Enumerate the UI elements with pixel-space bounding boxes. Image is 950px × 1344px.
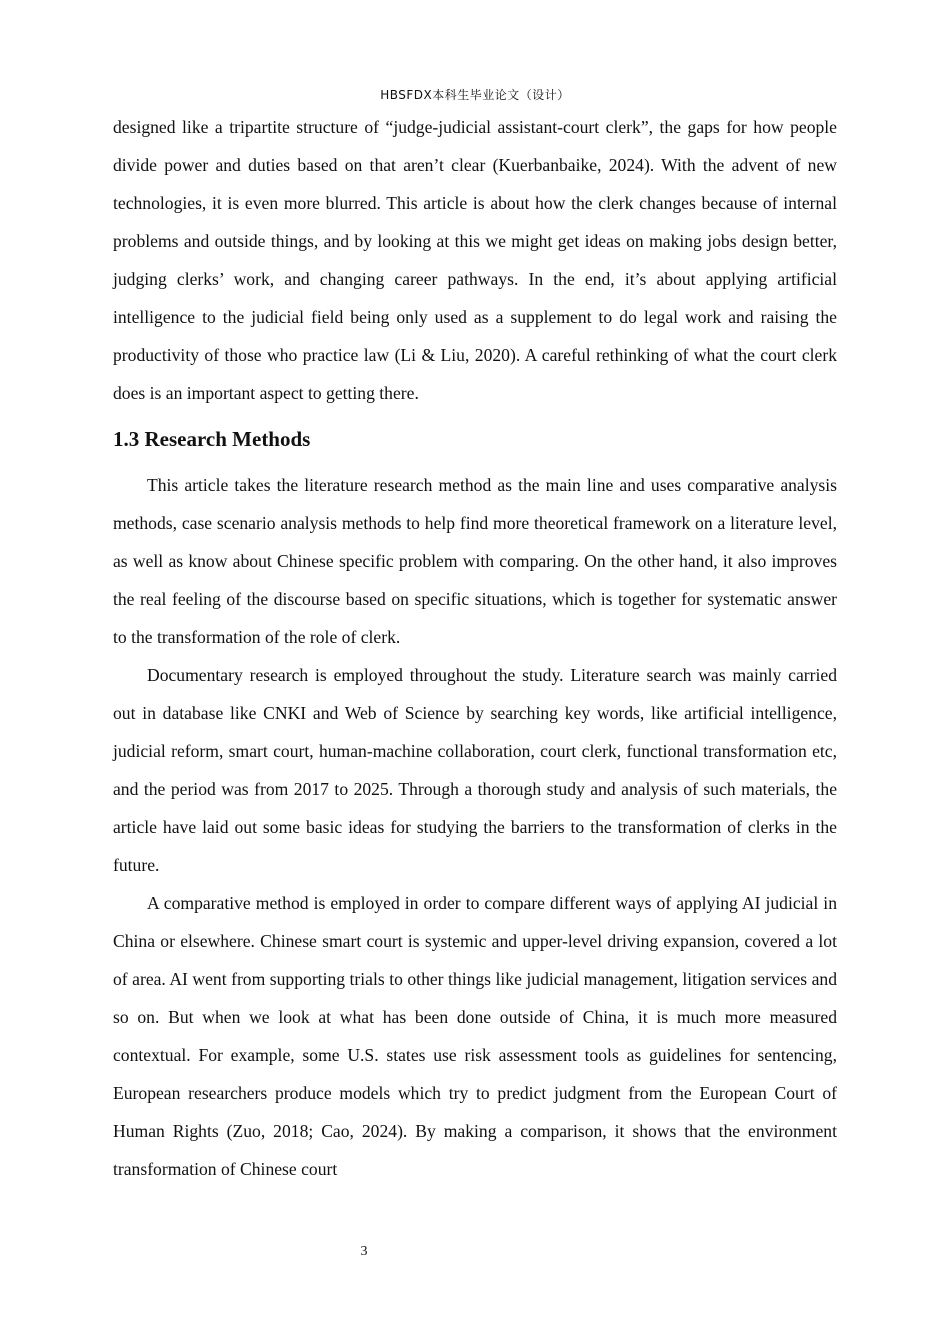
page-number: 3: [360, 1244, 368, 1259]
paragraph-comparative-method: A comparative method is employed in order to compare different ways of applying AI judicial in China or elsewhere. Chinese smart court is systemic and upper-level driving expansion, covered a lot of area. AI went from supporting trials to other things like judicial management, litigation services and so on. But when we look at what has been done outside of China, it is much more measured contextual. For example, some U.S. states use risk assessment tools as guidelines for sentencing, European researchers produce models which try to predict judgment from the European Court of Human Rights (Zuo, 2018; Cao, 2024). By making a comparison, it shows that the environment transformation of Chinese court: [113, 893, 837, 1179]
paragraph-intro: designed like a tripartite structure of “judge-judicial assistant-court clerk”, the gaps for how people divide power and duties based on that aren’t clear (Kuerbanbaike, 2024). With the advent of new technologies, it is even more blurred. This article is about how the clerk changes because of internal problems and outside things, and by looking at this we might get ideas on making jobs design better, judging clerks’ work, and changing career pathways. In the end, it’s about applying artificial intelligence to the judicial field being only used as a supplement to do legal work and raising the productivity of those who practice law (Li & Liu, 2020). A careful rethinking of what the court clerk does is an important aspect to getting there.: [113, 117, 837, 403]
section-heading: 1.3 Research Methods: [113, 427, 311, 451]
running-header: HBSFDX本科生毕业论文（设计）: [380, 88, 570, 102]
paragraph-documentary-research: Documentary research is employed throughout the study. Literature search was mainly carried out in database like CNKI and Web of Science by searching key words, like artificial intelligence, judicial reform, smart court, human-machine collaboration, court clerk, functional transformation etc, and the period was from 2017 to 2025. Through a thorough study and analysis of such materials, the article have laid out some basic ideas for studying the barriers to the transformation of clerks in the future.: [113, 665, 837, 875]
paragraph-methods-overview: This article takes the literature research method as the main line and uses comparative analysis methods, case scenario analysis methods to help find more theoretical framework on a literature level, as well as know about Chinese specific problem with comparing. On the other hand, it also improves the real feeling of the discourse based on specific situations, which is together for systematic answer to the transformation of the role of clerk.: [113, 475, 837, 647]
page-body: [113, 108, 837, 1188]
